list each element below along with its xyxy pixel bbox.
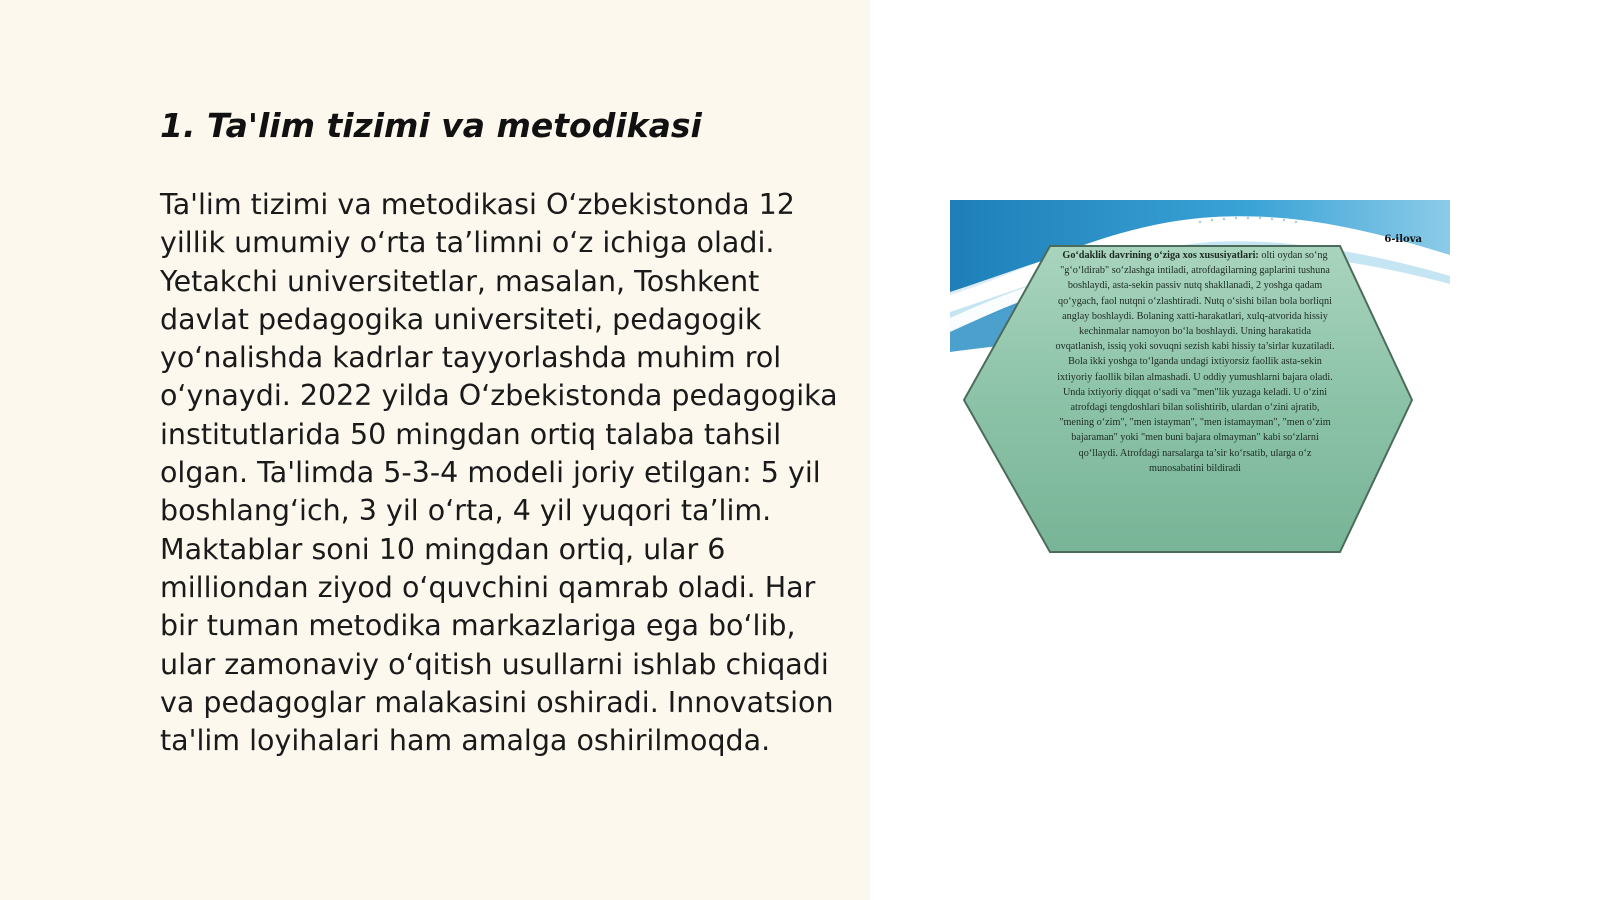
hexagon-lead: Go‘daklik davrining o‘ziga xos xususiyatlari: bbox=[1062, 250, 1259, 261]
hexagon-body: olti oydan so‘ng "g‘o‘ldirab" so‘zlashga intiladi, atrofdagilarning gaplarini tushuna boshlaydi, asta-sekin passiv nutq shakllanadi, 2 yoshga qadam qo‘ygach, faol nutqni o‘zlashtiradi. Nutq o‘sishi bilan bola borliqni anglay boshlaydi. Bolaning xatti-harakatlari, xulq-atvorida hissiy kechinmalar namoyon bo‘la boshlaydi. Uning harakatida ovqatlanish, issiq yoki sovuqni sezish kabi hissiy ta’sirlar kuzatiladi. Bola ikki yoshga to‘lganda undagi ixtiyorsiz faollik asta-sekin ixtiyoriy faollik bilan almashadi. U oddiy yumushlarni bajara oladi. Unda ixtiyoriy diqqat o‘sadi va "men"lik yuzaga keladi. U o‘zini atrofdagi tengdoshlari bilan solishtirib, ulardan o‘zini ajratib, "mening o‘zim", "men istayman", "men istamayman", "men o‘zim bajaraman" yoki "men buni bajara olmayman" kabi so‘zlarni qo‘llaydi. Atrofdagi narsalarga ta’sir ko‘rsatib, ularga o‘z munosabatini bildiradi bbox=[1055, 250, 1335, 474]
slide-body-text: Ta'lim tizimi va metodikasi O‘zbekistonda 12 yillik umumiy o‘rta ta’limni o‘z ichiga oladi. Yetakchi universitetlar, masalan, Toshkent davlat pedagogika universiteti, pedagogik yo‘nalishda kadrlar tayyorlashda muhim rol o‘ynaydi. 2022 yilda O‘zbekistonda pedagogika institutlarida 50 mingdan ortiq talaba tahsil olgan. Ta'limda 5-3-4 modeli joriy etilgan: 5 yil boshlang‘ich, 3 yil o‘rta, 4 yil yuqori ta’lim. Maktablar soni 10 mingdan ortiq, ular 6 milliondan ziyod o‘quvchini qamrab oladi. Har bir tuman metodika markazlariga ega bo‘lib, ular zamonaviy o‘qitish usullarni ishlab chiqadi va pedagoglar malakasini oshiradi. Innovatsion ta'lim loyihalari ham amalga oshirilmoqda. bbox=[160, 188, 838, 758]
hexagon-text bbox=[1055, 248, 1335, 476]
appendix-label: 6-ilova bbox=[1384, 234, 1422, 245]
slide-title: 1. Ta'lim tizimi va metodikasi bbox=[160, 106, 702, 145]
appendix-figure bbox=[950, 200, 1450, 572]
